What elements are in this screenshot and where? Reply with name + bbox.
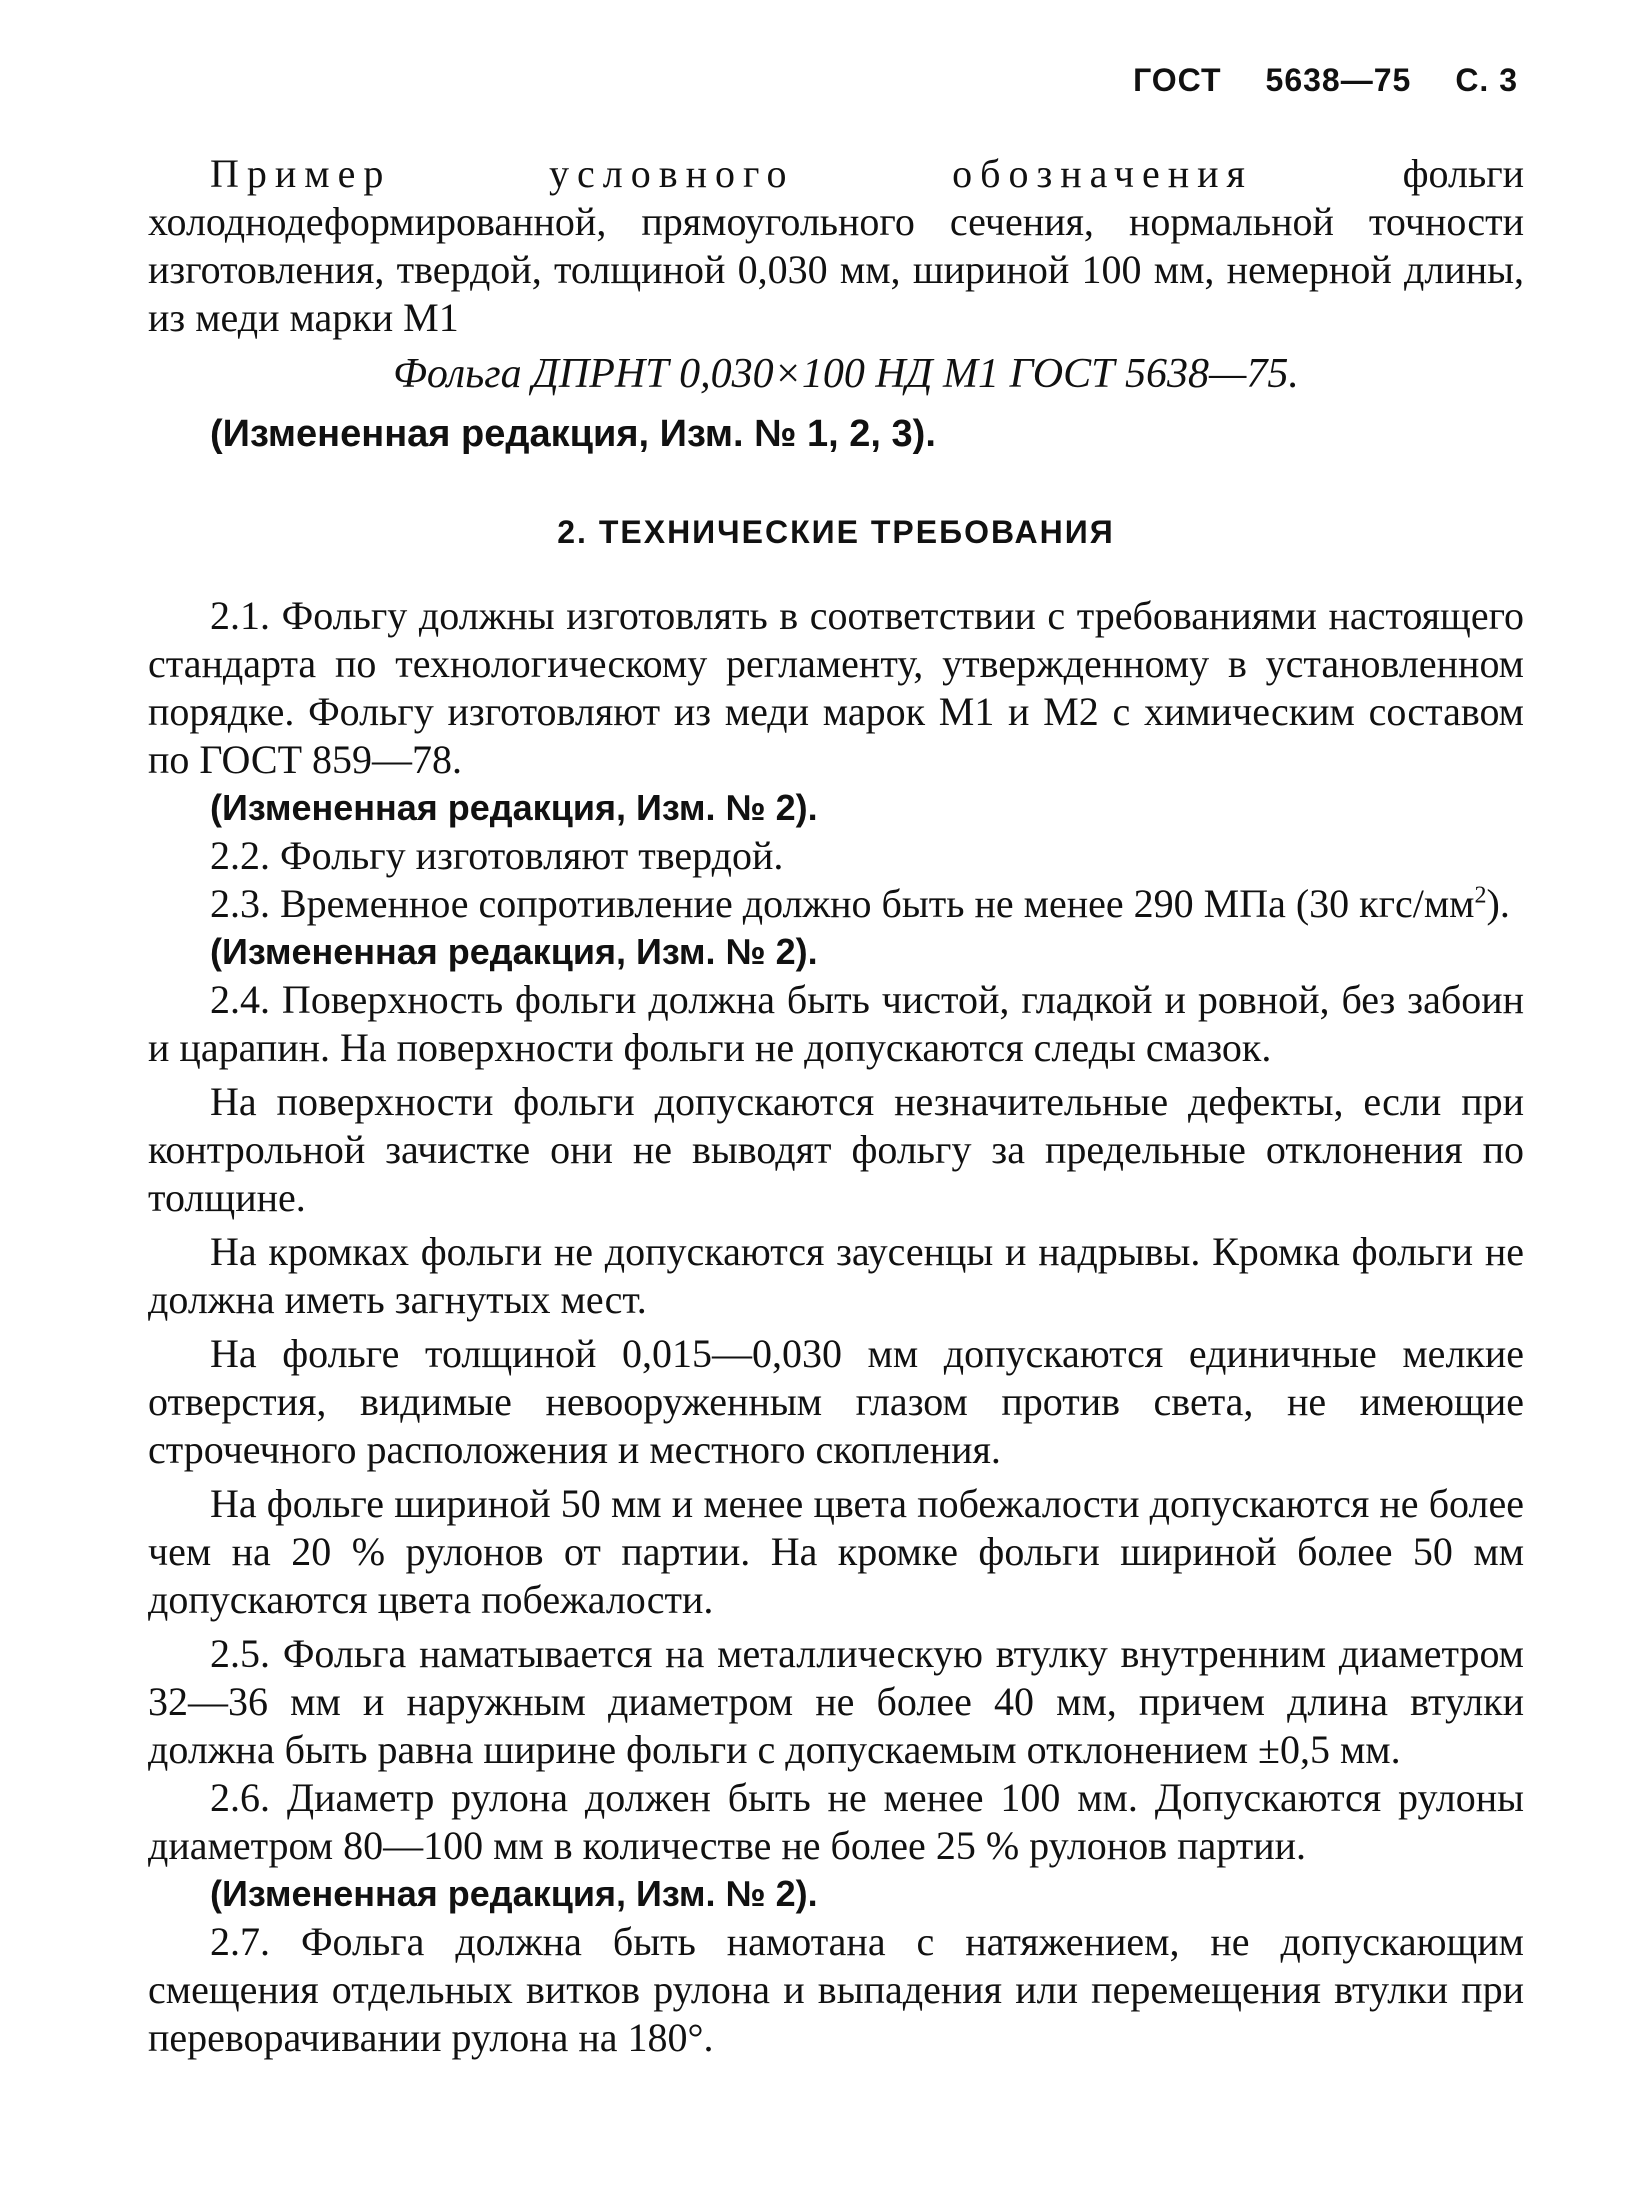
clause-2-4-paragraph-edges: На кромках фольги не допускаются заусенцы и надрывы. Кромка фольги не должна иметь загнутых мест. xyxy=(148,1229,1524,1322)
standard-number: 5638—75 xyxy=(1265,62,1412,98)
revision-note: (Измененная редакция, Изм. № 2). xyxy=(210,787,818,828)
clause-2-4-paragraph-tarnish: На фольге шириной 50 мм и менее цвета побежалости допускаются не более чем на 20 % рулонов от партии. На кромке фольги шириной более 50 мм допускаются цвета побежалости. xyxy=(148,1481,1524,1622)
clause-2-3-superscript: 2 xyxy=(1474,882,1487,909)
clause-2-2: 2.2. Фольгу изготовляют твердой. xyxy=(210,833,784,878)
clause-2-4-paragraph-defects: На поверхности фольги допускаются незначительные дефекты, если при контрольной зачистке они не выводят фольгу за предельные отклонения по толщине. xyxy=(148,1079,1524,1220)
page-header xyxy=(1133,62,1518,99)
designation-example-paragraph xyxy=(148,150,1524,342)
designation-formula: Фольга ДПРНТ 0,030×100 НД М1 ГОСТ 5638—75. xyxy=(393,351,1299,397)
clause-2-1: 2.1. Фольгу должны изготовлять в соответствии с требованиями настоящего стандарта по технологическому регламенту, утвержденному в установленном порядке. Фольгу изготовляют из меди марок М1 и М2 с химическим составом по ГОСТ 859—78. xyxy=(148,593,1524,782)
designation-example-lead: Пример условного обозначения xyxy=(210,151,1253,196)
revision-note: (Измененная редакция, Изм. № 1, 2, 3). xyxy=(210,413,936,455)
clause-2-3-end: ). xyxy=(1486,881,1510,926)
clause-2-4-paragraph-holes: На фольге толщиной 0,015—0,030 мм допускаются единичные мелкие отверстия, видимые невооруженным глазом против света, не имеющие строчечного расположения и местного скопления. xyxy=(148,1331,1524,1472)
clause-2-4: 2.4. Поверхность фольги должна быть чистой, гладкой и ровной, без забоин и царапин. На поверхности фольги не допускаются следы смазок. xyxy=(148,977,1524,1070)
designation-example-text: фольги холоднодеформированной, прямоугольного сечения, нормальной точности изготовления, твердой, толщиной 0,030 мм, шириной 100 мм, немерной длины, из меди марки М1 xyxy=(148,151,1524,340)
revision-note: (Измененная редакция, Изм. № 2). xyxy=(210,931,818,972)
section-title: 2. ТЕХНИЧЕСКИЕ ТРЕБОВАНИЯ xyxy=(557,514,1115,550)
clause-2-6: 2.6. Диаметр рулона должен быть не менее 100 мм. Допускаются рулоны диаметром 80—100 мм в количестве не более 25 % рулонов партии. xyxy=(148,1775,1524,1868)
standard-label: ГОСТ xyxy=(1133,62,1222,98)
page-number: С. 3 xyxy=(1455,62,1518,98)
clause-2-3-text: 2.3. Временное сопротивление должно быть не менее 290 МПа (30 кгс/мм xyxy=(210,881,1475,926)
document-body xyxy=(148,150,1524,2062)
revision-note: (Измененная редакция, Изм. № 2). xyxy=(210,1873,818,1914)
clause-2-3 xyxy=(148,880,1524,928)
clause-2-7: 2.7. Фольга должна быть намотана с натяжением, не допускающим смещения отдельных витков рулона и выпадения или перемещения втулки при переворачивании рулона на 180°. xyxy=(148,1919,1524,2060)
clause-2-5: 2.5. Фольга наматывается на металлическую втулку внутренним диаметром 32—36 мм и наружным диаметром не более 40 мм, причем длина втулки должна быть равна ширине фольги с допускаемым отклонением ±0,5 мм. xyxy=(148,1631,1524,1772)
